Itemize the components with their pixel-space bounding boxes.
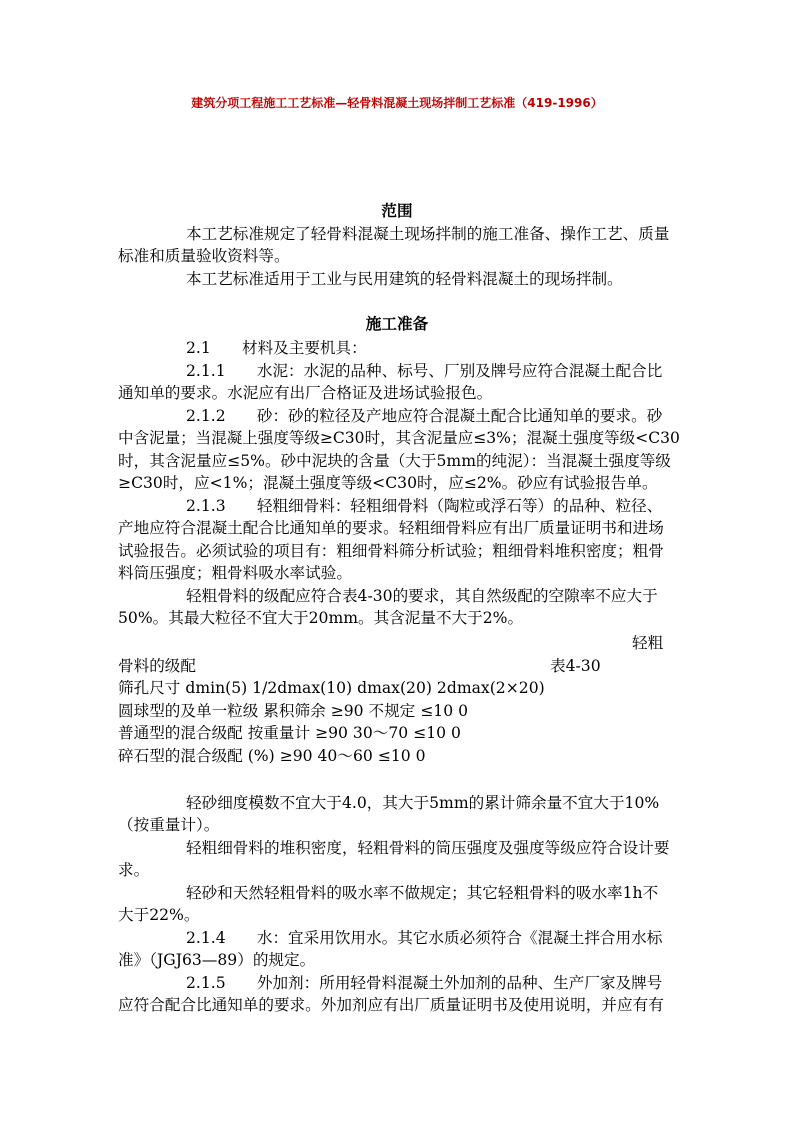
paragraph-line: 通知单的要求。水泥应有出厂合格证及进场试验报色。 — [118, 384, 493, 402]
document-title: 建筑分项工程施工工艺标准—轻骨料混凝土现场拌制工艺标准（419-1996） — [191, 96, 603, 110]
paragraph-line: 本工艺标准规定了轻骨料混凝土现场拌制的施工准备、操作工艺、质量 — [186, 225, 670, 243]
paragraph-line: 料筒压强度；粗骨料吸水率试验。 — [118, 564, 352, 582]
paragraph-line: 大于22%。 — [118, 906, 200, 924]
paragraph-line: 时，其含泥量应≤5%。砂中泥块的含量（大于5mm的纯泥）：当混凝土强度等级 — [118, 452, 671, 470]
section-heading-scope: 范围 — [381, 201, 413, 220]
paragraph-line: 轻粗细骨料的堆积密度，轻粗骨料的筒压强度及强度等级应符合设计要 — [186, 839, 670, 857]
section-heading-prep: 施工准备 — [365, 314, 429, 333]
paragraph-line: 2.1.1 水泥：水泥的品种、标号、厂别及牌号应符合混凝土配合比 — [186, 362, 663, 380]
paragraph-line: 标准和质量验收资料等。 — [118, 247, 290, 265]
paragraph-line: 准》（JGJ63—89）的规定。 — [118, 951, 316, 969]
table-row: 圆球型的及单一粒级 累积筛余 ≥90 不规定 ≤10 0 — [118, 702, 469, 720]
paragraph-line: 中含泥量；当混凝上强度等级≥C30时，其含泥量应≤3%；混凝土强度等级<C30 — [118, 429, 680, 447]
paragraph-line: 50%。其最大粒径不宜大于20mm。其含泥量不大于2%。 — [118, 609, 524, 627]
paragraph-line: 2.1.2 砂：砂的粒径及产地应符合混凝土配合比通知单的要求。砂 — [186, 407, 663, 425]
paragraph-line: 2.1 材料及主要机具： — [186, 339, 367, 357]
table-caption-part: 骨料的级配 — [118, 657, 196, 675]
paragraph-line: ≥C30时，应<1%；混凝土强度等级<C30时，应≤2%。砂应有试验报告单。 — [118, 474, 658, 492]
paragraph-line: 应符合配合比通知单的要求。外加剂应有出厂质量证明书及使用说明，并应有有 — [118, 996, 664, 1014]
table-caption-part: 轻粗 — [632, 634, 664, 652]
paragraph-line: 产地应符合混凝土配合比通知单的要求。轻粗细骨料应有出厂质量证明书和进场 — [118, 519, 664, 537]
paragraph-line: 求。 — [118, 861, 150, 879]
paragraph-line: （按重量计）。 — [118, 816, 220, 834]
paragraph-line: 本工艺标准适用于工业与民用建筑的轻骨料混凝土的现场拌制。 — [186, 270, 623, 288]
table-row: 普通型的混合级配 按重量计 ≥90 30～70 ≤10 0 — [118, 724, 461, 742]
paragraph-line: 试验报告。必须试验的项目有：粗细骨料筛分析试验；粗细骨料堆积密度；粗骨 — [118, 542, 664, 560]
paragraph-line: 轻粗骨料的级配应符合表4-30的要求，其自然级配的空隙率不应大于 — [186, 587, 658, 605]
paragraph-line: 轻砂细度模数不宜大于4.0，其大于5mm的累计筛余量不宜大于10% — [186, 794, 660, 812]
table-row: 碎石型的混合级配 (%) ≥90 40～60 ≤10 0 — [118, 747, 426, 765]
paragraph-line: 轻砂和天然轻粗骨料的吸水率不做规定；其它轻粗骨料的吸水率1h不 — [186, 884, 659, 902]
paragraph-line: 2.1.3 轻粗细骨料：轻粗细骨料（陶粒或浮石等）的品种、粒径、 — [186, 497, 663, 515]
table-row: 筛孔尺寸 dmin(5) 1/2dmax(10) dmax(20) 2dmax(2×20) — [118, 679, 545, 697]
paragraph-line: 2.1.4 水：宜采用饮用水。其它水质必须符合《混凝土拌合用水标 — [186, 929, 663, 947]
paragraph-line: 2.1.5 外加剂：所用轻骨料混凝土外加剂的品种、生产厂家及牌号 — [186, 974, 663, 992]
table-number: 表4-30 — [550, 657, 601, 675]
